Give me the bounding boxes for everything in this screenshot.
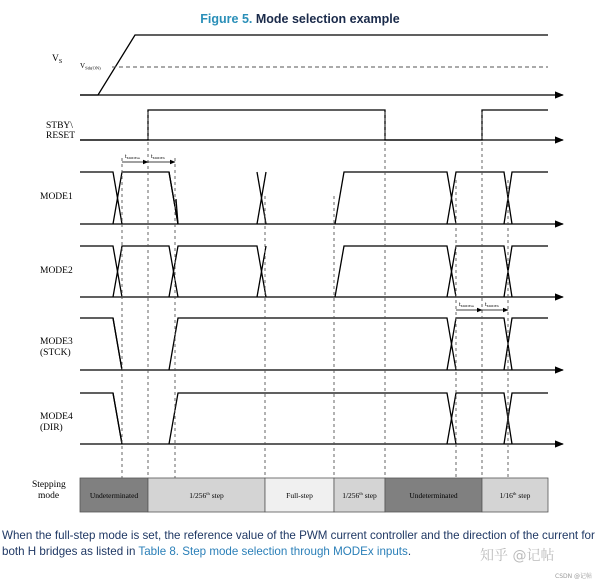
mode3-label-line2: (STCK) [40, 348, 71, 358]
mode2-trace-f [447, 246, 512, 297]
mode2-trace-b [113, 246, 178, 297]
stepping-segment-label: Full-step [286, 491, 313, 500]
stepping-segment-label: Undeterminated [409, 491, 458, 500]
stepping-segment-label: Undeterminated [89, 491, 139, 500]
mode1-trace-b [113, 172, 178, 224]
mode4-trace-a [80, 393, 122, 444]
mode4-label-line2: (DIR) [40, 423, 63, 433]
mode2-trace-c [169, 246, 266, 297]
figure-title-text: Mode selection example [255, 12, 400, 26]
vs-label: $V_S$ [52, 54, 63, 65]
mode3-trace-e [113, 318, 122, 370]
mode4-label-line1: MODE4 [40, 412, 73, 422]
mode1-trace-a [80, 172, 122, 224]
mode2-trace-a [80, 246, 122, 297]
mode1-label: MODE1 [40, 192, 73, 202]
mode3-trace-c [447, 318, 512, 370]
mode4-trace-c [447, 393, 512, 444]
mode1-trace-h [447, 172, 512, 224]
stby-label-line1: STBY\ [46, 121, 73, 131]
mode1-trace-g [335, 172, 456, 224]
stepping-label-line1: Stepping [32, 480, 66, 490]
stepping-label-line2: mode [38, 491, 60, 501]
table-8-link[interactable]: Table 8. Step mode selection through MODEx inputs [138, 545, 408, 558]
stby-label-line2: RESET [46, 131, 76, 141]
mode3-trace-a [80, 318, 122, 370]
tmodesu-label-2: tMODEsu [459, 302, 475, 308]
stby-waveform [80, 110, 548, 140]
figure-number: Figure 5. [200, 12, 253, 26]
watermark: 知乎 @记帖 [480, 548, 555, 564]
mode3-label-line1: MODE3 [40, 337, 73, 347]
mode4-trace-e [113, 393, 122, 444]
tmodeh-label-1: tMODEh [151, 154, 165, 160]
vs-waveform [80, 35, 548, 95]
mode1-trace-c [169, 172, 178, 224]
stepping-mode-bar [80, 478, 548, 512]
tmodesu-label-1: tMODEsu [125, 154, 141, 160]
caption-text: When the full-step mode is set, the reference value of the PWM current controller and the direction of the current for both H bridges as listed in [2, 529, 595, 558]
mode3-trace-b [169, 318, 456, 370]
vsthon-label: $V_{Sth(ON)}$ [80, 62, 101, 71]
watermark-small: CSDN @记帖 [555, 573, 593, 580]
mode2-label: MODE2 [40, 266, 73, 276]
tmodeh-label-2: tMODEh [485, 302, 499, 308]
mode4-trace-b [169, 393, 456, 444]
stepping-segment-label: 1/16th step [499, 491, 531, 500]
caption-end: . [407, 545, 412, 558]
stepping-segment-label: 1/256th step [342, 491, 377, 500]
mode2-trace-e [335, 246, 456, 297]
stepping-segment-label: 1/256th step [189, 491, 224, 500]
